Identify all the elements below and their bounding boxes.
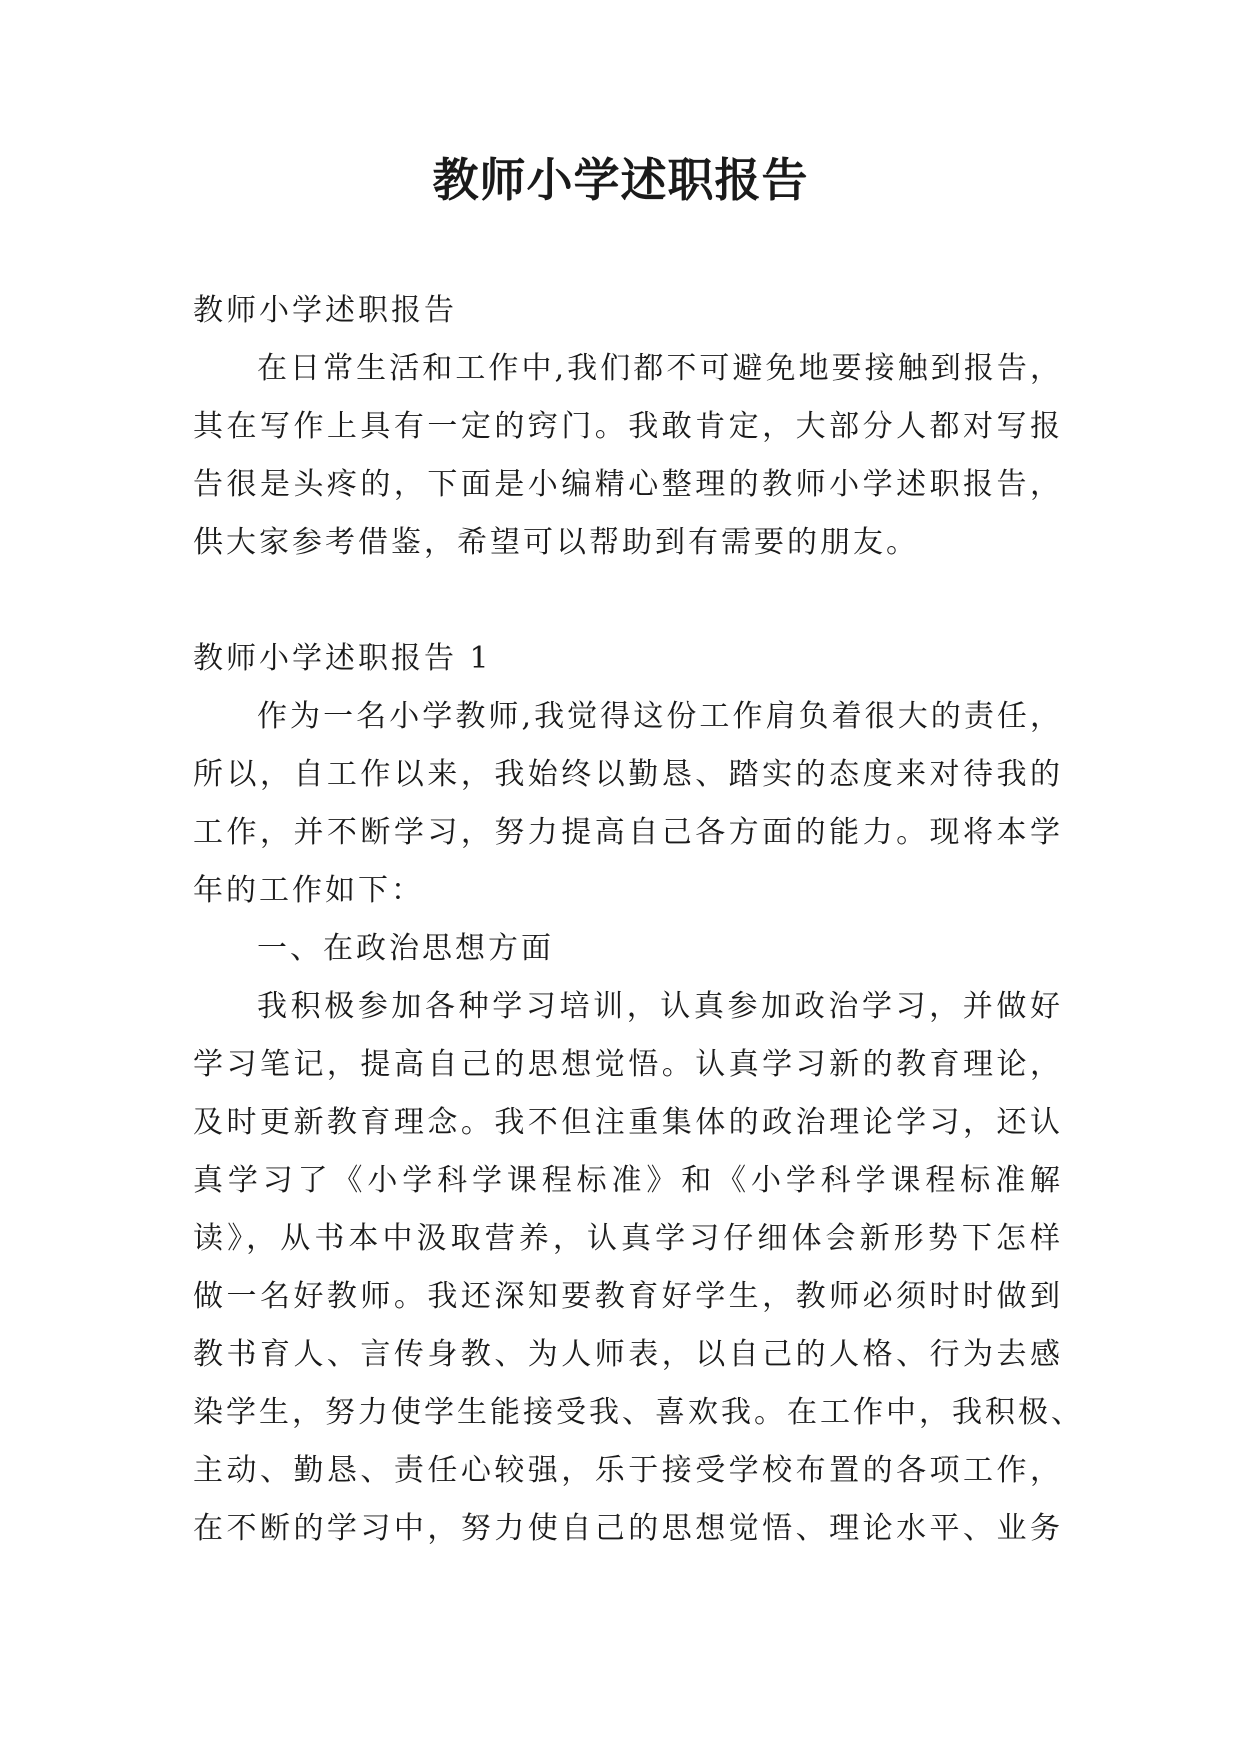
- body-line: 年的工作如下：: [193, 873, 424, 908]
- body-line: 作为一名小学教师,我觉得这份工作肩负着很大的责任，: [257, 699, 1063, 734]
- document-subtitle: 教师小学述职报告: [193, 293, 457, 328]
- paragraph-gap: [193, 572, 1063, 630]
- document-title: 教师小学述职报告: [432, 153, 809, 207]
- body-line: 教书育人、言传身教、为人师表，以自己的人格、行为去感: [193, 1337, 1063, 1372]
- body-line: 主动、勤恳、责任心较强，乐于接受学校布置的各项工作，: [193, 1453, 1063, 1488]
- document-body: [193, 282, 1084, 1558]
- body-line: 所以，自工作以来，我始终以勤恳、踏实的态度来对待我的: [193, 757, 1063, 792]
- intro-line: 供大家参考借鉴，希望可以帮助到有需要的朋友。: [193, 525, 919, 560]
- intro-line: 在日常生活和工作中,我们都不可避免地要接触到报告，: [257, 351, 1063, 386]
- body-line: 及时更新教育理念。我不但注重集体的政治理论学习，还认: [193, 1105, 1063, 1140]
- body-line: 学习笔记，提高自己的思想觉悟。认真学习新的教育理论，: [193, 1047, 1063, 1082]
- body-line: 在不断的学习中，努力使自己的思想觉悟、理论水平、业务: [193, 1511, 1063, 1546]
- body-line: 我积极参加各种学习培训，认真参加政治学习，并做好: [257, 989, 1063, 1024]
- body-line: 工作，并不断学习，努力提高自己各方面的能力。现将本学: [193, 815, 1063, 850]
- body-line: 做一名好教师。我还深知要教育好学生，教师必须时时做到: [193, 1279, 1063, 1314]
- body-line: 染学生，努力使学生能接受我、喜欢我。在工作中，我积极、: [193, 1395, 1084, 1430]
- section-heading: 教师小学述职报告 1: [193, 641, 492, 676]
- sub-heading: 一、在政治思想方面: [257, 931, 554, 966]
- intro-line: 告很是头疼的，下面是小编精心整理的教师小学述职报告，: [193, 467, 1063, 502]
- body-line: 真学习了《小学科学课程标准》和《小学科学课程标准解: [193, 1163, 1063, 1198]
- body-line: 读》，从书本中汲取营养，认真学习仔细体会新形势下怎样: [193, 1221, 1063, 1256]
- intro-line: 其在写作上具有一定的窍门。我敢肯定，大部分人都对写报: [193, 409, 1063, 444]
